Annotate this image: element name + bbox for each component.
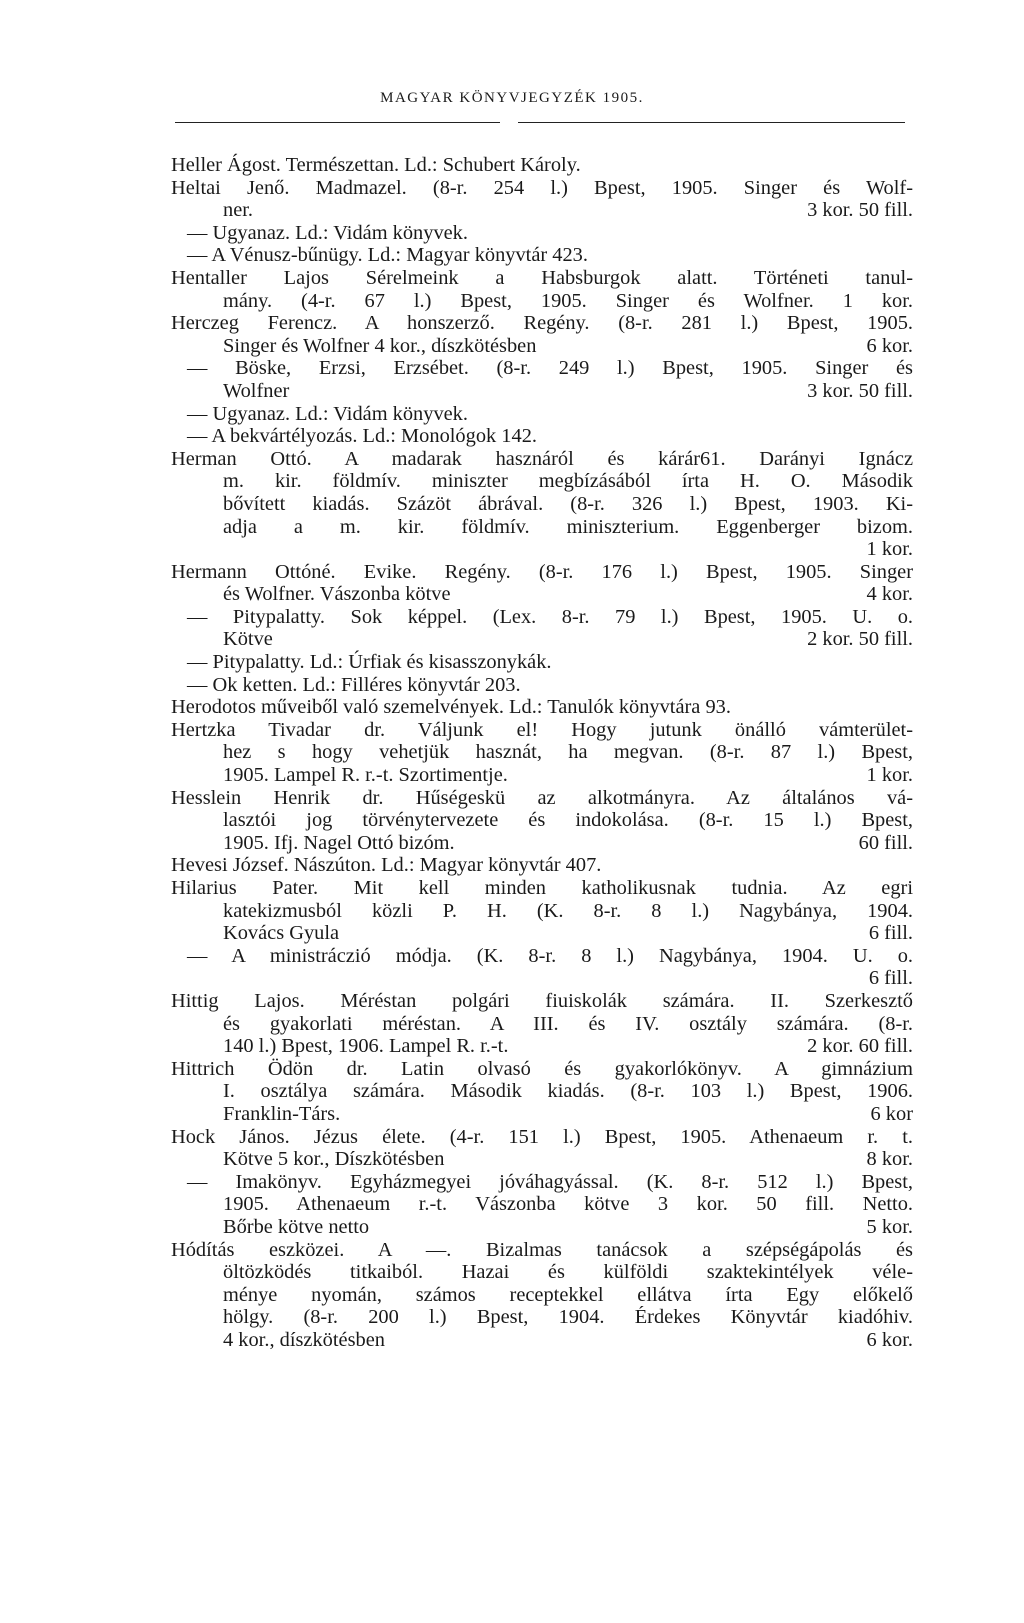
entry-price: 3 kor. 50 fill.	[807, 379, 913, 402]
entry-line	[171, 425, 913, 448]
entry-text: Singer és Wolfner 4 kor., díszkötésben	[223, 334, 537, 357]
entry-line	[171, 222, 913, 245]
entry-text: — Ugyanaz. Ld.: Vidám könyvek.	[187, 221, 468, 244]
entry-line	[171, 945, 913, 968]
entry-text: Bőrbe kötve netto	[223, 1215, 370, 1238]
entry-line	[171, 493, 913, 516]
entry-text: katekizmusból közli P. H. (K. 8-r. 8 l.) Nagybánya, 1904.	[223, 899, 913, 922]
entry-line	[171, 448, 913, 471]
entry-line	[171, 900, 913, 923]
entry-line	[171, 1284, 913, 1307]
entry-line	[171, 1306, 913, 1329]
entry-line	[171, 1080, 913, 1103]
entry-text: bővített kiadás. Százöt ábrával. (8-r. 326 l.) Bpest, 1903. Ki-	[223, 492, 913, 515]
entry-line	[171, 357, 913, 380]
entry-text: Heller Ágost. Természettan. Ld.: Schubert Károly.	[171, 154, 581, 176]
entry-price: 5 kor.	[866, 1215, 913, 1238]
entry-line	[171, 267, 913, 290]
entry-line	[171, 1193, 913, 1216]
entry-text: Heltai Jenő. Madmazel. (8-r. 254 l.) Bpest, 1905. Singer és Wolf-	[171, 176, 913, 199]
entry-text: és Wolfner. Vászonba kötve	[223, 583, 451, 606]
entry-text: — Böske, Erzsi, Erzsébet. (8-r. 249 l.) Bpest, 1905. Singer és	[187, 357, 913, 380]
entry-price: 6 kor	[870, 1102, 913, 1125]
entry-text: mány. (4-r. 67 l.) Bpest, 1905. Singer és Wolfner. 1 kor.	[223, 289, 913, 312]
entry-price: 6 kor.	[866, 1328, 913, 1351]
entry-line	[171, 877, 913, 900]
entry-line	[171, 854, 913, 877]
entry-text: — Pitypalatty. Sok képpel. (Lex. 8-r. 79 l.) Bpest, 1905. U. o.	[187, 605, 913, 628]
entry-line	[171, 1216, 913, 1239]
entry-line	[171, 1103, 913, 1126]
entry-text: Hevesi József. Nászúton. Ld.: Magyar könyvtár 407.	[171, 854, 602, 877]
entry-text: — A bekvártélyozás. Ld.: Monológok 142.	[187, 425, 537, 448]
entry-line	[171, 561, 913, 584]
entry-text: Hittig Lajos. Méréstan polgári fiuiskolák számára. II. Szerkesztő	[171, 989, 913, 1012]
entry-text: hölgy. (8-r. 200 l.) Bpest, 1904. Érdekes Könyvtár kiadóhiv.	[223, 1306, 913, 1329]
entry-line	[171, 1013, 913, 1036]
entry-price: 1 kor.	[866, 764, 913, 787]
entry-line	[171, 199, 913, 222]
entry-line	[171, 1261, 913, 1284]
entry-text: Hertzka Tivadar dr. Váljunk el! Hogy jutunk önálló vámterület-	[171, 718, 913, 741]
entry-line	[171, 764, 913, 787]
entry-line	[171, 1035, 913, 1058]
entry-text: ménye nyomán, számos receptekkel ellátva írta Egy előkelő	[223, 1283, 913, 1306]
entry-line	[171, 335, 913, 358]
entry-line	[171, 583, 913, 606]
entry-text: — Ok ketten. Ld.: Filléres könyvtár 203.	[187, 673, 521, 696]
entry-line	[171, 1126, 913, 1149]
entry-line	[171, 290, 913, 313]
entry-line	[171, 516, 913, 539]
entry-price: 1 kor.	[866, 538, 913, 561]
entry-text: Hilarius Pater. Mit kell minden katholikusnak tudnia. Az egri	[171, 877, 913, 899]
entry-line	[171, 719, 913, 742]
entry-text: adja a m. kir. földmív. miniszterium. Eggenberger bizom.	[223, 515, 913, 538]
entry-text: Hermann Ottóné. Evike. Regény. (8-r. 176 l.) Bpest, 1905. Singer	[171, 560, 913, 583]
entry-line	[171, 606, 913, 629]
entry-line	[171, 1058, 913, 1081]
entry-text: Hock János. Jézus élete. (4-r. 151 l.) Bpest, 1905. Athenaeum r. t.	[171, 1125, 913, 1148]
entry-line	[171, 470, 913, 493]
entry-text: Hódítás eszközei. A —. Bizalmas tanácsok a szépségápolás és	[171, 1238, 913, 1261]
entry-column	[171, 154, 913, 1351]
entry-line	[171, 674, 913, 697]
entry-text: I. osztálya számára. Második kiadás. (8-r. 103 l.) Bpest, 1906.	[223, 1080, 913, 1103]
entry-text: Franklin-Társ.	[223, 1102, 341, 1125]
entry-line	[171, 177, 913, 200]
entry-price: 2 kor. 60 fill.	[807, 1035, 913, 1058]
entry-text: 140 l.) Bpest, 1906. Lampel R. r.-t.	[223, 1035, 509, 1058]
entry-price: 4 kor.	[866, 583, 913, 606]
entry-text: Herman Ottó. A madarak hasznáról és kárár61. Darányi Ignácz	[171, 447, 913, 470]
entry-line	[171, 538, 913, 561]
entry-line	[171, 244, 913, 267]
entry-line	[171, 741, 913, 764]
entry-text: ner.	[223, 199, 254, 222]
entry-price: 2 kor. 50 fill.	[807, 628, 913, 651]
entry-text: hez s hogy vehetjük hasznát, ha megvan. (8-r. 87 l.) Bpest,	[223, 741, 913, 764]
entry-text: 4 kor., díszkötésben	[223, 1328, 385, 1351]
entry-line	[171, 809, 913, 832]
entry-text: Herodotos műveiből való szemelvények. Ld.: Tanulók könyvtára 93.	[171, 696, 731, 719]
entry-text: lasztói jog törvénytervezete és indokolása. (8-r. 15 l.) Bpest,	[223, 809, 913, 832]
entry-line	[171, 1148, 913, 1171]
entry-line	[171, 154, 913, 177]
entry-text: — A Vénusz-bűnügy. Ld.: Magyar könyvtár 423.	[187, 244, 588, 267]
entry-text: Hentaller Lajos Sérelmeink a Habsburgok alatt. Történeti tanul-	[171, 266, 913, 289]
entry-line	[171, 832, 913, 855]
entry-price: 6 fill.	[868, 967, 913, 990]
entry-line	[171, 696, 913, 719]
entry-text: és gyakorlati méréstan. A III. és IV. osztály számára. (8-r.	[223, 1012, 913, 1035]
entry-text: Hesslein Henrik dr. Hűségeskü az alkotmányra. Az általános vá-	[171, 786, 913, 809]
entry-text: 1905. Ifj. Nagel Ottó bizóm.	[223, 831, 455, 854]
entry-text: — Ugyanaz. Ld.: Vidám könyvek.	[187, 402, 468, 425]
entry-text: — A ministráczió módja. (K. 8-r. 8 l.) Nagybánya, 1904. U. o.	[187, 944, 913, 967]
entry-text: Herczeg Ferencz. A honszerző. Regény. (8-r. 281 l.) Bpest, 1905.	[171, 312, 913, 335]
entry-text: Wolfner	[223, 379, 290, 402]
entry-line	[171, 787, 913, 810]
entry-price: 3 kor. 50 fill.	[807, 199, 913, 222]
entry-line	[171, 628, 913, 651]
entry-text: Kötve	[223, 628, 273, 651]
header-rule	[175, 122, 905, 123]
entry-price: 60 fill.	[858, 831, 913, 854]
entry-line	[171, 1171, 913, 1194]
entry-text: — Pitypalatty. Ld.: Úrfiak és kisasszonykák.	[187, 651, 552, 674]
entry-text: — Imakönyv. Egyházmegyei jóváhagyással. (K. 8-r. 512 l.) Bpest,	[187, 1170, 913, 1193]
entry-line	[171, 651, 913, 674]
entry-price: 6 kor.	[866, 334, 913, 357]
entry-text: 1905. Athenaeum r.-t. Vászonba kötve 3 kor. 50 fill. Netto.	[223, 1193, 913, 1216]
entry-line	[171, 990, 913, 1013]
entry-line	[171, 967, 913, 990]
entry-line	[171, 1239, 913, 1262]
entry-line	[171, 1329, 913, 1352]
entry-text: m. kir. földmív. miniszter megbízásából írta H. O. Második	[223, 470, 913, 493]
entry-text: Kötve 5 kor., Díszkötésben	[223, 1148, 445, 1171]
entry-line	[171, 312, 913, 335]
entry-text: Kovács Gyula	[223, 922, 340, 945]
entry-text: 1905. Lampel R. r.-t. Szortimentje.	[223, 764, 508, 787]
entry-line	[171, 380, 913, 403]
entry-price: 6 fill.	[868, 922, 913, 945]
entry-text: öltözködés titkaiból. Hazai és külföldi szaktekintélyek véle-	[223, 1261, 913, 1284]
entry-price: 8 kor.	[866, 1148, 913, 1171]
entry-text: Hittrich Ödön dr. Latin olvasó és gyakorlókönyv. A gimnázium	[171, 1057, 913, 1080]
entry-line	[171, 922, 913, 945]
entry-line	[171, 403, 913, 426]
page-header: MAGYAR KÖNYVJEGYZÉK 1905.	[380, 90, 644, 106]
